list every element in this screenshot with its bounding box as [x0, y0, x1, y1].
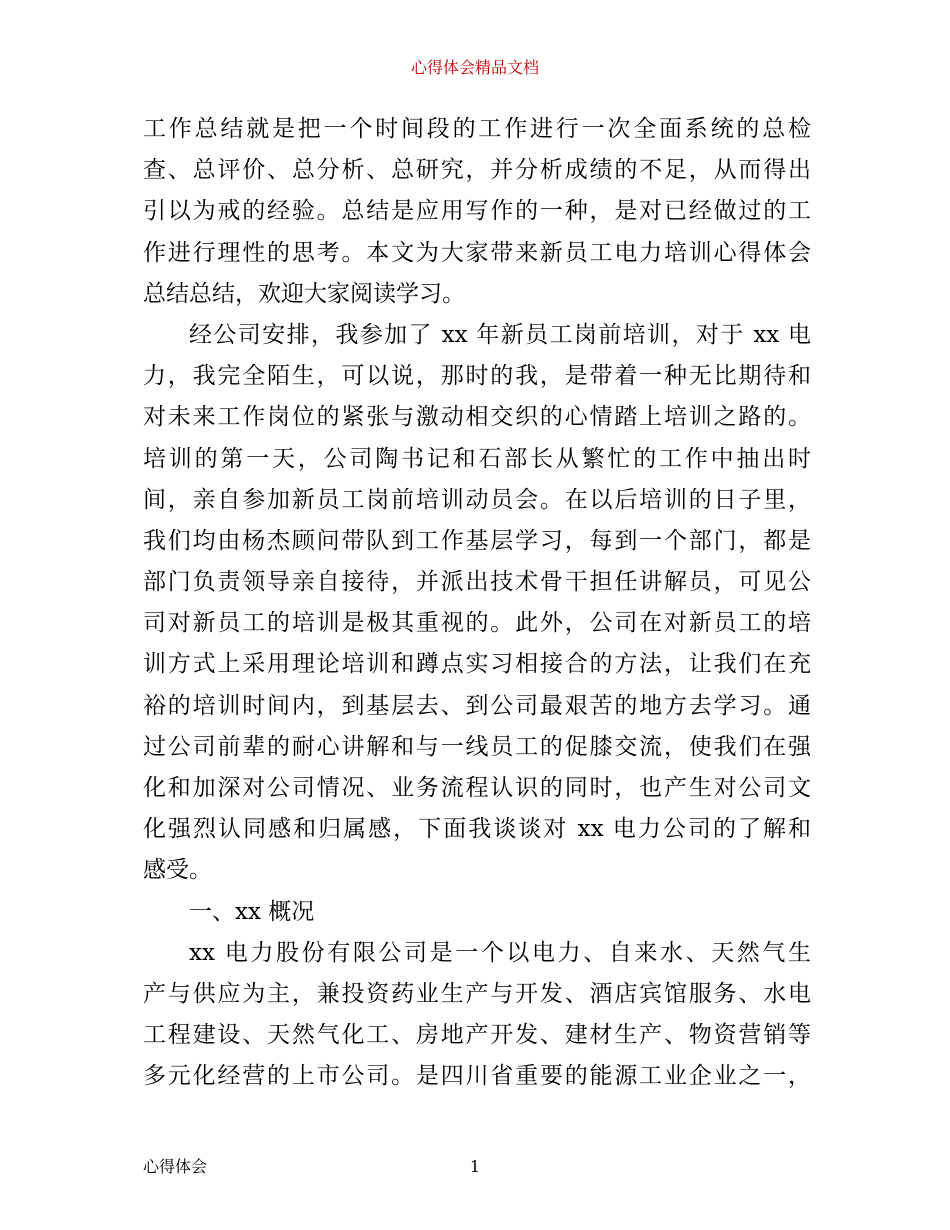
text-line: 多元化经营的上市公司。是四川省重要的能源工业企业之一， [143, 1063, 811, 1090]
text-line: 司对新员工的培训是极其重视的。此外，公司在对新员工的培 [143, 610, 811, 637]
section-heading: 一、xx 概况 [189, 898, 315, 925]
page-header-title: 心得体会精品文档 [410, 58, 539, 77]
text-line: 力，我完全陌生，可以说，那时的我，是带着一种无比期待和 [143, 363, 811, 390]
text-line: 总结总结，欢迎大家阅读学习。 [143, 280, 465, 307]
text-line: 感受。 [143, 857, 212, 884]
text-line: 作进行理性的思考。本文为大家带来新员工电力培训心得体会 [143, 239, 811, 266]
text-line: 工程建设、天然气化工、房地产开发、建材生产、物资营销等 [143, 1022, 811, 1049]
text-line: 产与供应为主，兼投资药业生产与开发、酒店宾馆服务、水电 [143, 980, 811, 1007]
text-line: 化和加深对公司情况、业务流程认识的同时，也产生对公司文 [143, 775, 811, 801]
text-line: 对未来工作岗位的紧张与激动相交织的心情踏上培训之路的。 [143, 404, 811, 431]
text-line: xx 电力股份有限公司是一个以电力、自来水、天然气生 [189, 939, 811, 966]
page-number: 1 [469, 1157, 481, 1176]
text-line: 训方式上采用理论培训和蹲点实习相接合的方法，让我们在充 [143, 651, 811, 678]
text-line: 我们均由杨杰顾问带队到工作基层学习，每到一个部门，都是 [143, 527, 811, 554]
document-body [143, 112, 811, 1101]
text-line: 部门负责领导亲自接待，并派出技术骨干担任讲解员，可见公 [143, 569, 811, 596]
text-line: 工作总结就是把一个时间段的工作进行一次全面系统的总检 [143, 116, 811, 142]
text-line: 经公司安排，我参加了 xx 年新员工岗前培训，对于 xx 电 [189, 321, 811, 348]
text-line: 间，亲自参加新员工岗前培训动员会。在以后培训的日子里， [143, 486, 811, 513]
footer-label: 心得体会 [143, 1157, 208, 1176]
text-line: 培训的第一天，公司陶书记和石部长从繁忙的工作中抽出时 [143, 445, 811, 472]
text-line: 裕的培训时间内，到基层去、到公司最艰苦的地方去学习。通 [143, 692, 811, 719]
text-line: 引以为戒的经验。总结是应用写作的一种，是对已经做过的工 [143, 198, 811, 225]
text-line: 化强烈认同感和归属感，下面我谈谈对 xx 电力公司的了解和 [143, 816, 811, 843]
text-line: 过公司前辈的耐心讲解和与一线员工的促膝交流，使我们在强 [143, 733, 811, 760]
text-line: 查、总评价、总分析、总研究，并分析成绩的不足，从而得出 [143, 157, 811, 184]
